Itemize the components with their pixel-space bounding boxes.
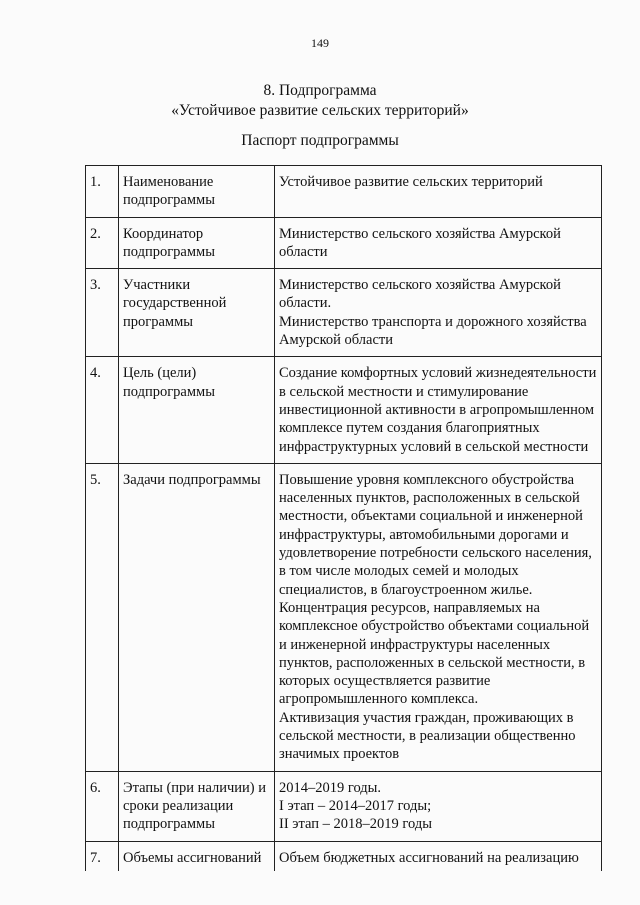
- heading-line-2: «Устойчивое развитие сельских территорий»: [171, 102, 469, 119]
- table-row: [86, 217, 602, 269]
- row-value-line: Министерство сельского хозяйства Амурской области: [279, 225, 561, 260]
- row-number: 2.: [86, 217, 119, 269]
- row-value-line: Министерство сельского хозяйства Амурской области.: [279, 277, 561, 312]
- row-value: [275, 357, 602, 463]
- row-value-line: Устойчивое развитие сельских территорий: [279, 174, 543, 190]
- row-value-line: II этап – 2018–2019 годы: [279, 816, 432, 833]
- row-value-line: 2014–2019 годы.: [279, 779, 382, 796]
- table-row: [86, 357, 602, 463]
- row-label: Участники государственной программы: [119, 269, 275, 357]
- table-row: [86, 463, 602, 771]
- row-value-line: Повышение уровня комплексного обустройства населенных пунктов, расположенных в сельской местности, объектами социальной и инженерной инфраструктуры, автомобильными дорогами и удовлетворение потребности сельского населения, в том числе молодых семей и молодых специалистов, в благоустроенном жилье.: [279, 471, 592, 598]
- row-value-line: Министерство транспорта и дорожного хозяйства Амурской области: [279, 313, 587, 349]
- row-value: [275, 841, 602, 871]
- table-row: [86, 841, 602, 871]
- heading-line-1: 8. Подпрограмма: [263, 82, 377, 99]
- row-value: [275, 166, 602, 218]
- row-label: Координатор подпрограммы: [119, 217, 275, 269]
- row-number: 1.: [86, 166, 119, 218]
- row-label: Наименование подпрограммы: [119, 166, 275, 218]
- row-number: 3.: [86, 269, 119, 357]
- passport-table: [85, 165, 602, 871]
- row-value: [275, 463, 602, 771]
- row-value-line: Объем бюджетных ассигнований на реализацию: [279, 849, 579, 866]
- row-number: 7.: [86, 841, 119, 871]
- row-value: [275, 217, 602, 269]
- table-row: [86, 269, 602, 357]
- row-label: Цель (цели) подпрограммы: [119, 357, 275, 463]
- page-number: 149: [311, 36, 329, 50]
- row-value-line: Концентрация ресурсов, направляемых на комплексное обустройство объектами социальной и инженерной инфраструктуры населенных пунктов, расположенных в сельской местности, в которых осуществляется развитие агропромышленного комплекса.: [279, 599, 590, 708]
- row-value-line: I этап – 2014–2017 годы;: [279, 797, 432, 814]
- section-heading: [0, 81, 640, 121]
- row-value: [275, 269, 602, 357]
- table-row: [86, 166, 602, 218]
- row-number: 6.: [86, 771, 119, 841]
- row-value-line: Создание комфортных условий жизнедеятельности в сельской местности и стимулирование инвестиционной активности в агропромышленном комплексе путем создания благоприятных инфраструктурных условий в сельской местности: [279, 365, 597, 455]
- passport-title: Паспорт подпрограммы: [241, 132, 399, 149]
- row-label: Этапы (при наличии) и сроки реализации подпрограммы: [119, 771, 275, 841]
- table-row: [86, 771, 602, 841]
- row-number: 5.: [86, 463, 119, 771]
- row-label: Объемы ассигнований: [119, 841, 275, 871]
- row-value-line: Активизация участия граждан, проживающих в сельской местности, в реализации общественно значимых проектов: [279, 709, 576, 763]
- row-label: Задачи подпрограммы: [119, 463, 275, 771]
- row-value: [275, 771, 602, 841]
- row-number: 4.: [86, 357, 119, 463]
